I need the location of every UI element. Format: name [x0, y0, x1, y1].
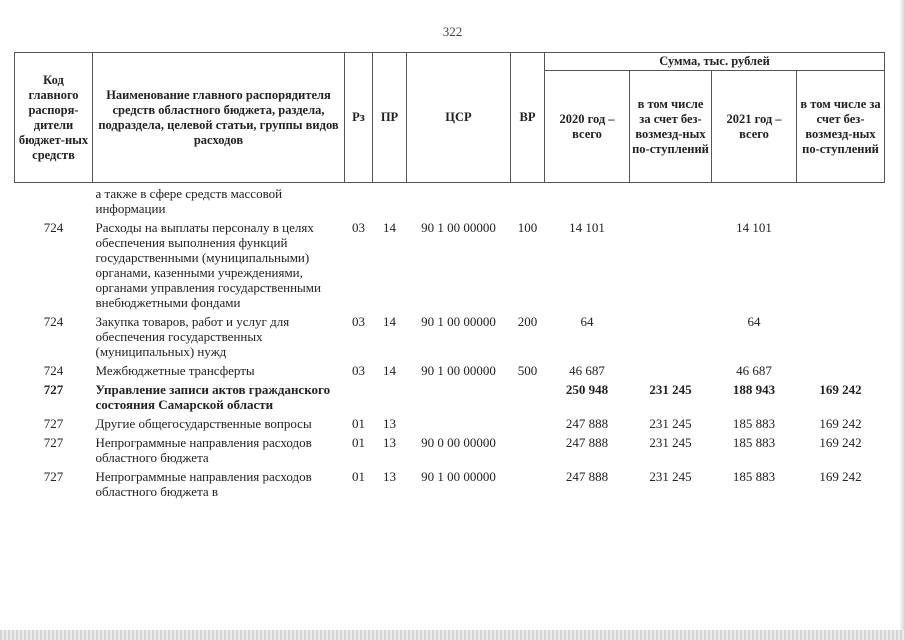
cell-pr	[373, 183, 407, 219]
cell-vr: 200	[517, 314, 538, 329]
cell-csr: 90 1 00 00000	[421, 220, 496, 235]
table-row	[15, 467, 885, 501]
cell-2021-gratuitous: 169 242	[819, 382, 862, 397]
cell-code: 727	[43, 416, 64, 431]
cell-2021-total: 64	[747, 314, 761, 329]
table-header	[15, 53, 885, 183]
cell-2021-total: 185 883	[732, 469, 776, 484]
header-2021-total: 2021 год – всего	[712, 71, 797, 183]
header-name: Наименование главного распорядителя средств областного бюджета, раздела, подраздела, целевой статьи, группы видов расходов	[93, 53, 345, 183]
cell-2021-total	[712, 183, 797, 219]
table-row	[15, 414, 885, 433]
cell-2021-total: 185 883	[732, 435, 776, 450]
cell-vr: 500	[517, 363, 538, 378]
cell-code: 724	[43, 363, 64, 378]
cell-2020-total	[545, 183, 630, 219]
cell-rz	[345, 380, 373, 414]
cell-csr: 90 1 00 00000	[421, 469, 496, 484]
cell-rz: 01	[352, 416, 365, 431]
cell-2020-gratuitous	[630, 312, 712, 361]
cell-rz	[345, 183, 373, 219]
cell-vr	[511, 414, 545, 433]
cell-name: Закупка товаров, работ и услуг для обеспечения государственных (муниципальных) нужд	[95, 314, 290, 359]
cell-2021-total: 46 687	[736, 363, 772, 378]
table-row	[15, 380, 885, 414]
cell-2020-total: 14 101	[569, 220, 605, 235]
cell-2020-gratuitous: 231 245	[649, 469, 692, 484]
cell-code	[15, 183, 93, 219]
header-2020-gratuitous: в том числе за счет без-возмезд-ных по-ступлений	[630, 71, 712, 183]
cell-name: Межбюджетные трансферты	[95, 363, 255, 378]
cell-code: 727	[43, 435, 64, 450]
cell-rz: 01	[352, 435, 365, 450]
cell-pr: 13	[383, 416, 396, 431]
table-row	[15, 183, 885, 219]
page-number: 322	[442, 24, 463, 39]
cell-pr	[373, 380, 407, 414]
cell-vr: 100	[517, 220, 538, 235]
scan-bottom-strip	[0, 630, 905, 640]
budget-table	[14, 52, 885, 501]
cell-2021-total: 185 883	[732, 416, 776, 431]
cell-2020-gratuitous: 231 245	[649, 416, 692, 431]
cell-vr	[511, 183, 545, 219]
cell-2020-total: 247 888	[565, 469, 609, 484]
header-code: Код главного распоря-дители бюджет-ных средств	[15, 53, 93, 183]
cell-2021-gratuitous: 169 242	[819, 416, 862, 431]
table-row	[15, 218, 885, 312]
cell-2021-gratuitous	[797, 183, 885, 219]
cell-2020-total: 247 888	[565, 416, 609, 431]
cell-2021-gratuitous	[797, 312, 885, 361]
header-2021-gratuitous: в том числе за счет без-возмезд-ных по-ступлений	[797, 71, 885, 183]
cell-pr: 14	[383, 314, 396, 329]
cell-2021-gratuitous: 169 242	[819, 469, 862, 484]
table-row	[15, 312, 885, 361]
cell-code: 727	[43, 382, 64, 397]
cell-name: Непрограммные направления расходов областного бюджета в	[95, 469, 312, 499]
cell-csr	[407, 414, 511, 433]
cell-2020-gratuitous	[630, 218, 712, 312]
header-vr: ВР	[511, 53, 545, 183]
cell-rz: 03	[352, 363, 365, 378]
cell-pr: 13	[383, 469, 396, 484]
cell-rz: 01	[352, 469, 365, 484]
cell-2020-total: 250 948	[565, 382, 609, 397]
cell-code: 724	[43, 314, 64, 329]
cell-name: Расходы на выплаты персоналу в целях обеспечения выполнения функций государственными (муниципальными) органами, казенными учреждениями, органами управления государственными внебюджетными фондами	[95, 220, 321, 310]
cell-2021-gratuitous: 169 242	[819, 435, 862, 450]
cell-csr: 90 1 00 00000	[421, 314, 496, 329]
header-pr: ПР	[373, 53, 407, 183]
cell-2021-total: 188 943	[732, 382, 776, 397]
cell-name: Непрограммные направления расходов областного бюджета	[95, 435, 312, 465]
scan-right-edge	[899, 0, 905, 640]
header-rz: Рз	[345, 53, 373, 183]
cell-2020-gratuitous	[630, 183, 712, 219]
cell-rz: 03	[352, 220, 365, 235]
cell-2021-gratuitous	[797, 361, 885, 380]
cell-code: 724	[43, 220, 64, 235]
header-csr: ЦСР	[407, 53, 511, 183]
header-sum: Сумма, тыс. рублей	[545, 53, 885, 71]
cell-2020-gratuitous	[630, 361, 712, 380]
header-2020-total: 2020 год – всего	[545, 71, 630, 183]
cell-2020-gratuitous: 231 245	[649, 382, 692, 397]
cell-code: 727	[43, 469, 64, 484]
cell-pr: 14	[383, 220, 396, 235]
cell-2021-total: 14 101	[736, 220, 772, 235]
cell-name: а также в сфере средств массовой информации	[95, 186, 283, 216]
table-body	[15, 183, 885, 502]
cell-2020-total: 46 687	[569, 363, 605, 378]
cell-csr	[407, 183, 511, 219]
cell-rz: 03	[352, 314, 365, 329]
cell-csr: 90 0 00 00000	[421, 435, 496, 450]
table-row	[15, 433, 885, 467]
cell-vr	[511, 467, 545, 501]
cell-name: Другие общегосударственные вопросы	[95, 416, 312, 431]
cell-pr: 13	[383, 435, 396, 450]
cell-vr	[511, 433, 545, 467]
cell-name: Управление записи актов гражданского состояния Самарской области	[95, 382, 331, 412]
cell-2021-gratuitous	[797, 218, 885, 312]
table-row	[15, 361, 885, 380]
cell-pr: 14	[383, 363, 396, 378]
cell-2020-total: 64	[580, 314, 594, 329]
cell-vr	[511, 380, 545, 414]
cell-2020-gratuitous: 231 245	[649, 435, 692, 450]
cell-2020-total: 247 888	[565, 435, 609, 450]
cell-csr: 90 1 00 00000	[421, 363, 496, 378]
cell-csr	[407, 380, 511, 414]
